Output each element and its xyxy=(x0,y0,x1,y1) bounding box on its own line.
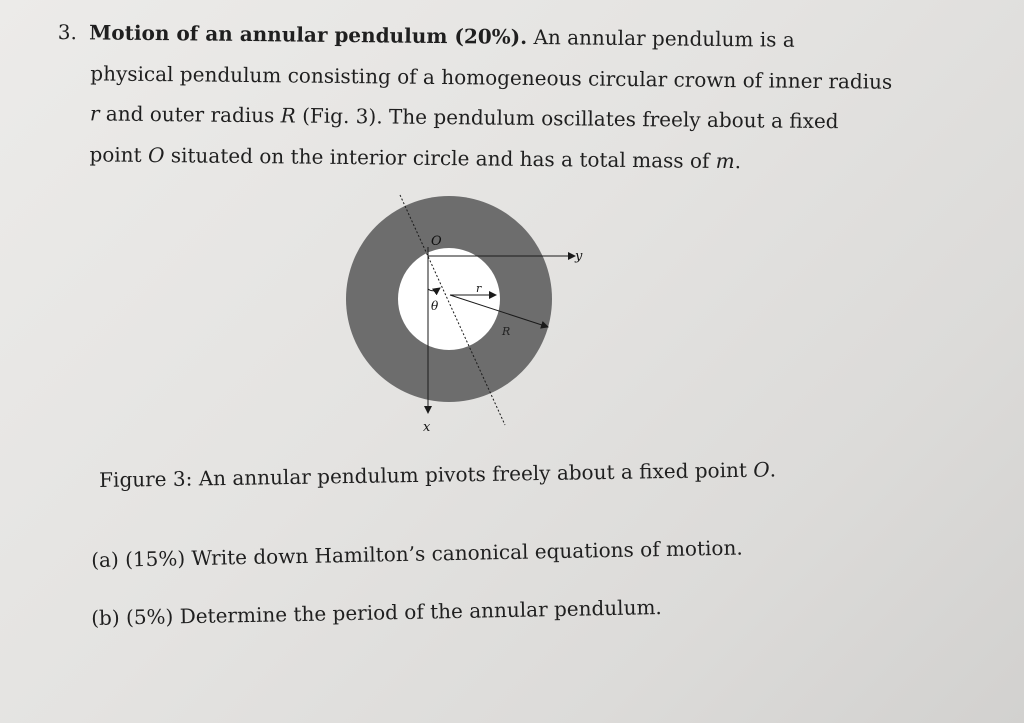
question-a xyxy=(91,535,743,572)
problem-text: An annular pendulum is a xyxy=(533,24,795,52)
problem-number: 3. xyxy=(57,19,78,45)
math-var-O: O xyxy=(753,457,770,482)
problem-title: Motion of an annular pendulum (20%). xyxy=(89,20,528,49)
figure-svg xyxy=(330,185,610,440)
question-label: (b) xyxy=(91,605,120,630)
label-theta: θ xyxy=(431,299,439,313)
annular-pendulum-figure xyxy=(330,185,610,440)
question-text: (15%) Write down Hamilton’s canonical equations of motion. xyxy=(124,535,743,572)
inner-hole xyxy=(398,248,500,350)
problem-statement xyxy=(56,12,898,183)
question-b xyxy=(91,593,743,630)
label-x: x xyxy=(423,420,431,435)
problem-text: point xyxy=(89,141,142,167)
caption-end: . xyxy=(769,457,777,482)
figure-caption xyxy=(99,457,776,492)
problem-text: (Fig. 3). The pendulum oscillates freely about a fixed xyxy=(302,103,839,134)
math-var-O: O xyxy=(147,142,165,167)
label-R: R xyxy=(502,325,511,338)
math-var-r: r xyxy=(89,101,100,126)
problem-text: and outer radius xyxy=(105,101,275,128)
problem-text: physical pendulum consisting of a homogeneous circular crown of inner radius xyxy=(90,60,893,94)
problem-text: . xyxy=(734,148,742,173)
math-var-R: R xyxy=(280,103,296,128)
math-var-m: m xyxy=(715,148,735,173)
problem-text: situated on the interior circle and has a total mass of xyxy=(170,142,710,173)
label-y: y xyxy=(575,249,583,264)
question-label: (a) xyxy=(91,547,119,572)
caption-text: Figure 3: An annular pendulum pivots freely about a fixed point xyxy=(99,457,748,492)
question-text: (5%) Determine the period of the annular pendulum. xyxy=(125,595,662,630)
label-O: O xyxy=(431,234,442,249)
label-r: r xyxy=(476,282,482,295)
question-list xyxy=(91,535,743,630)
